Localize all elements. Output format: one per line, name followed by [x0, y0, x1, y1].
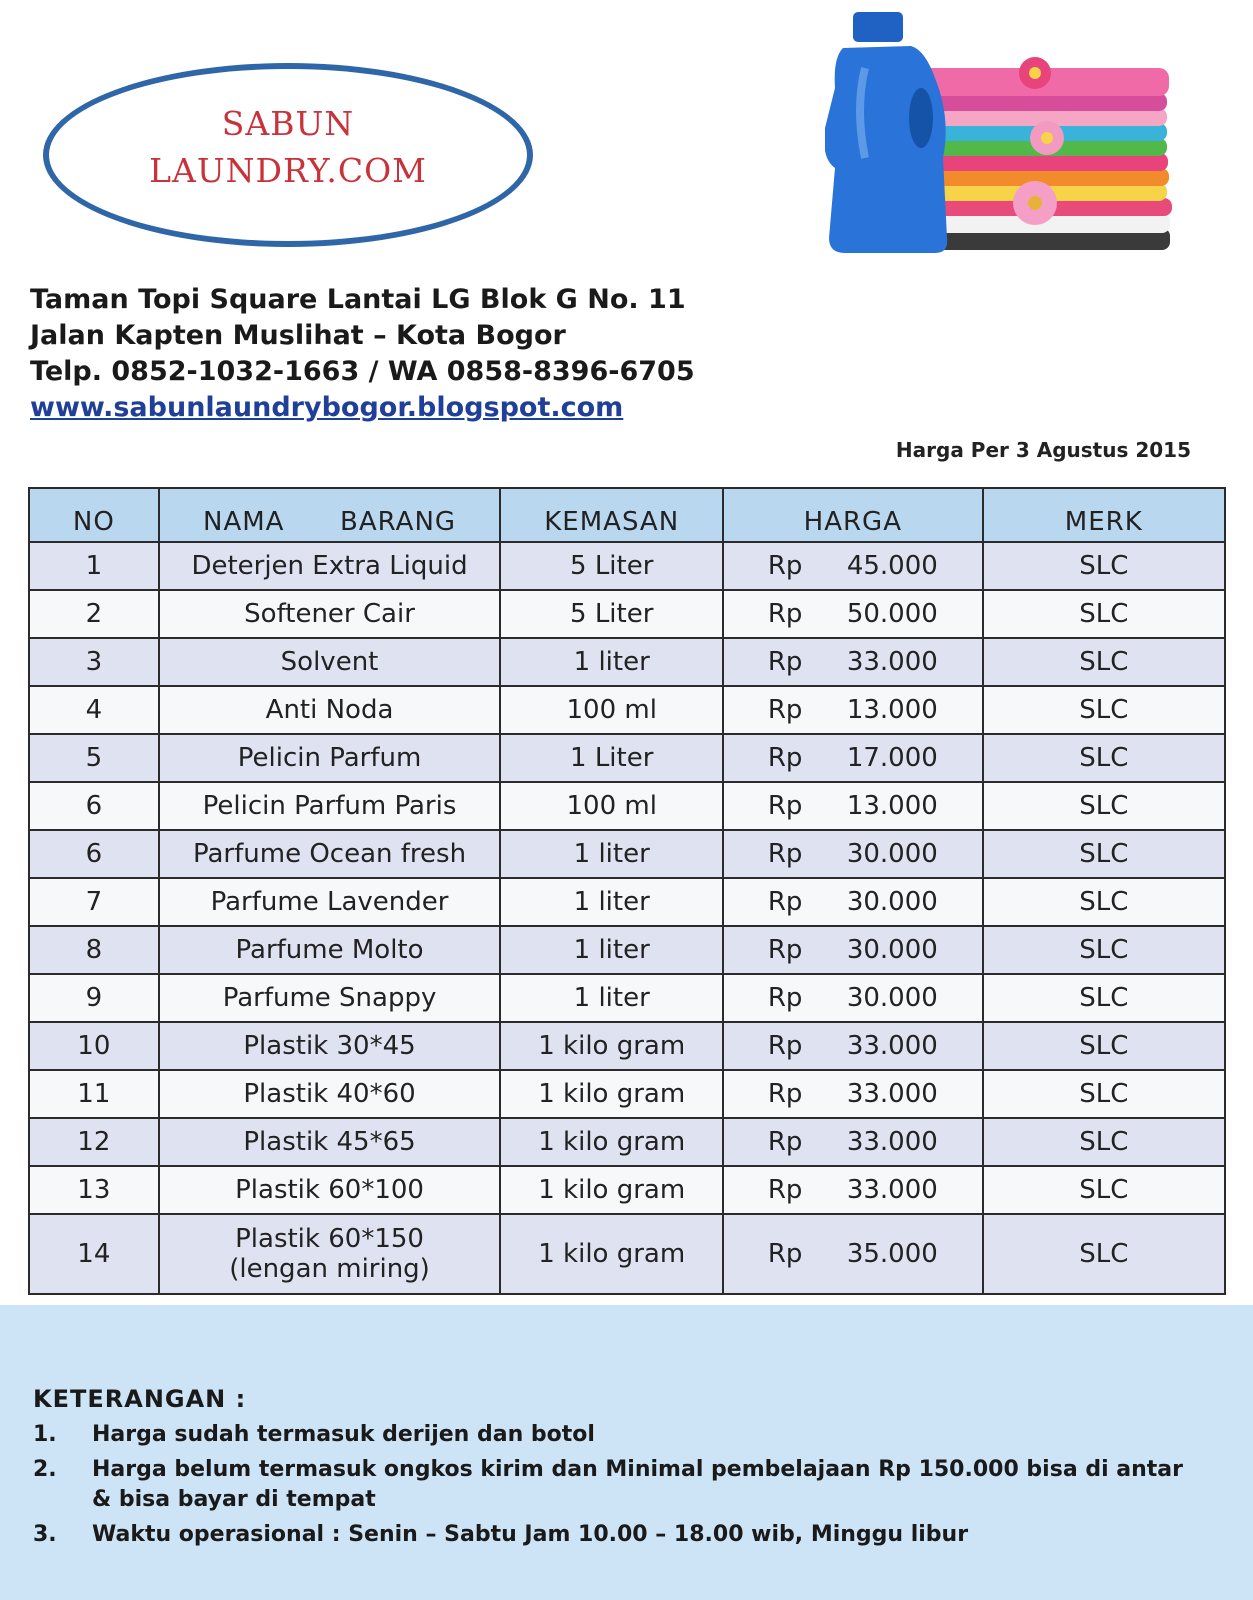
price-value: 50.000: [846, 599, 938, 629]
price-value: 30.000: [846, 887, 938, 917]
currency-label: Rp: [767, 1175, 803, 1205]
cell-kemasan: 1 Liter: [500, 734, 723, 782]
phone-line: Telp. 0852-1032-1663 / WA 0858-8396-6705: [30, 356, 695, 387]
header-merk: MERK: [983, 488, 1225, 542]
cell-nama: Pelicin Parfum: [159, 734, 501, 782]
currency-label: Rp: [767, 839, 803, 869]
cell-no: 1: [29, 542, 159, 590]
cell-harga: [723, 638, 983, 686]
cell-kemasan: 1 kilo gram: [500, 1118, 723, 1166]
cell-kemasan: 100 ml: [500, 686, 723, 734]
price-value: 30.000: [846, 983, 938, 1013]
cell-nama: Parfume Molto: [159, 926, 501, 974]
currency-label: Rp: [767, 935, 803, 965]
price-value: 30.000: [846, 935, 938, 965]
currency-label: Rp: [767, 1079, 803, 1109]
cell-merk: SLC: [983, 686, 1225, 734]
cell-harga: [723, 830, 983, 878]
keterangan-item: [33, 1520, 1192, 1550]
table-header-row: [29, 488, 1225, 542]
currency-label: Rp: [767, 791, 803, 821]
cell-harga: [723, 1022, 983, 1070]
cell-merk: SLC: [983, 638, 1225, 686]
cell-merk: SLC: [983, 782, 1225, 830]
table-row: [29, 878, 1225, 926]
cell-harga: [723, 926, 983, 974]
table-row: [29, 782, 1225, 830]
table-row: [29, 1022, 1225, 1070]
currency-label: Rp: [767, 1239, 803, 1269]
price-value: 33.000: [846, 1079, 938, 1109]
table-row: [29, 1166, 1225, 1214]
table-row: [29, 974, 1225, 1022]
currency-label: Rp: [767, 647, 803, 677]
cell-harga: [723, 590, 983, 638]
keterangan-item: [33, 1420, 1192, 1450]
cell-merk: SLC: [983, 830, 1225, 878]
cell-nama: Parfume Snappy: [159, 974, 501, 1022]
cell-harga: [723, 542, 983, 590]
currency-label: Rp: [767, 983, 803, 1013]
cell-merk: SLC: [983, 974, 1225, 1022]
logo-line-2: LAUNDRY.COM: [149, 151, 427, 190]
currency-label: Rp: [767, 1127, 803, 1157]
currency-label: Rp: [767, 695, 803, 725]
website-link[interactable]: www.sabunlaundrybogor.blogspot.com: [30, 392, 624, 423]
cell-kemasan: 5 Liter: [500, 542, 723, 590]
cell-no: 6: [29, 830, 159, 878]
price-value: 17.000: [846, 743, 938, 773]
table-row: [29, 590, 1225, 638]
cell-harga: [723, 878, 983, 926]
cell-merk: SLC: [983, 1166, 1225, 1214]
table-row: [29, 734, 1225, 782]
name-line-2: (lengan miring): [229, 1254, 430, 1284]
table-row: [29, 686, 1225, 734]
cell-harga: [723, 686, 983, 734]
header-harga: HARGA: [723, 488, 983, 542]
cell-no: 6: [29, 782, 159, 830]
table-row: [29, 1070, 1225, 1118]
cell-merk: SLC: [983, 590, 1225, 638]
cell-nama: Solvent: [159, 638, 501, 686]
cell-nama: [159, 1214, 501, 1294]
cell-merk: SLC: [983, 1118, 1225, 1166]
cell-nama: Parfume Ocean fresh: [159, 830, 501, 878]
price-value: 35.000: [846, 1239, 938, 1269]
cell-kemasan: 1 kilo gram: [500, 1214, 723, 1294]
cell-kemasan: 1 liter: [500, 638, 723, 686]
price-value: 33.000: [846, 647, 938, 677]
cell-no: 9: [29, 974, 159, 1022]
price-value: 30.000: [846, 839, 938, 869]
cell-merk: SLC: [983, 1022, 1225, 1070]
keterangan-text: Harga belum termasuk ongkos kirim dan Minimal pembelajaan Rp 150.000 bisa di antar & bisa bayar di tempat: [92, 1457, 1183, 1512]
currency-label: Rp: [767, 551, 803, 581]
cell-nama: Plastik 60*100: [159, 1166, 501, 1214]
price-table: [28, 487, 1226, 1295]
cell-nama: Plastik 45*65: [159, 1118, 501, 1166]
cell-no: 13: [29, 1166, 159, 1214]
price-value: 33.000: [846, 1031, 938, 1061]
currency-label: Rp: [767, 599, 803, 629]
cell-merk: SLC: [983, 1214, 1225, 1294]
cell-nama: Anti Noda: [159, 686, 501, 734]
address-line-1: Taman Topi Square Lantai LG Blok G No. 11: [30, 284, 686, 315]
price-value: 45.000: [846, 551, 938, 581]
header-nama-barang: NAMA BARANG: [159, 488, 501, 542]
price-value: 13.000: [846, 695, 938, 725]
table-row: [29, 830, 1225, 878]
keterangan-text: Harga sudah termasuk derijen dan botol: [92, 1422, 595, 1447]
keterangan-item: [33, 1455, 1192, 1515]
cell-nama: Parfume Lavender: [159, 878, 501, 926]
logo: [43, 100, 533, 194]
cell-no: 4: [29, 686, 159, 734]
cell-harga: [723, 1214, 983, 1294]
cell-nama: Plastik 30*45: [159, 1022, 501, 1070]
cell-merk: SLC: [983, 926, 1225, 974]
currency-label: Rp: [767, 887, 803, 917]
table-row: [29, 542, 1225, 590]
cell-kemasan: 5 Liter: [500, 590, 723, 638]
name-line-1: Plastik 60*150: [235, 1224, 424, 1254]
keterangan-text: Waktu operasional : Senin – Sabtu Jam 10.00 – 18.00 wib, Minggu libur: [92, 1522, 969, 1547]
cell-harga: [723, 1118, 983, 1166]
currency-label: Rp: [767, 1031, 803, 1061]
cell-nama: Softener Cair: [159, 590, 501, 638]
cell-kemasan: 1 liter: [500, 974, 723, 1022]
table-row: [29, 1214, 1225, 1294]
cell-no: 7: [29, 878, 159, 926]
cell-kemasan: 1 kilo gram: [500, 1070, 723, 1118]
price-value: 33.000: [846, 1175, 938, 1205]
cell-no: 11: [29, 1070, 159, 1118]
footer-band: [0, 1305, 1253, 1600]
cell-kemasan: 1 kilo gram: [500, 1166, 723, 1214]
cell-no: 2: [29, 590, 159, 638]
cell-nama: Plastik 40*60: [159, 1070, 501, 1118]
price-date: Harga Per 3 Agustus 2015: [895, 438, 1191, 462]
keterangan-number: 1.: [33, 1422, 57, 1447]
table-row: [29, 1118, 1225, 1166]
cell-harga: [723, 1166, 983, 1214]
cell-no: 3: [29, 638, 159, 686]
bottle-icon: [825, 12, 947, 253]
cell-harga: [723, 734, 983, 782]
logo-line-1: SABUN: [221, 104, 355, 143]
cell-no: 14: [29, 1214, 159, 1294]
cell-kemasan: 1 kilo gram: [500, 1022, 723, 1070]
cell-harga: [723, 1070, 983, 1118]
cell-merk: SLC: [983, 878, 1225, 926]
cell-kemasan: 100 ml: [500, 782, 723, 830]
cell-kemasan: 1 liter: [500, 926, 723, 974]
cell-no: 8: [29, 926, 159, 974]
cell-no: 5: [29, 734, 159, 782]
keterangan-number: 2.: [33, 1457, 57, 1482]
cell-merk: SLC: [983, 1070, 1225, 1118]
keterangan-title: KETERANGAN :: [33, 1385, 247, 1413]
table-row: [29, 638, 1225, 686]
cell-no: 12: [29, 1118, 159, 1166]
cell-merk: SLC: [983, 734, 1225, 782]
header-kemasan: KEMASAN: [500, 488, 723, 542]
detergent-bottle-and-towels-image: [825, 8, 1205, 263]
header-no: NO: [29, 488, 159, 542]
cell-no: 10: [29, 1022, 159, 1070]
currency-label: Rp: [767, 743, 803, 773]
price-value: 33.000: [846, 1127, 938, 1157]
cell-harga: [723, 782, 983, 830]
price-value: 13.000: [846, 791, 938, 821]
cell-nama: Pelicin Parfum Paris: [159, 782, 501, 830]
cell-kemasan: 1 liter: [500, 830, 723, 878]
table-row: [29, 926, 1225, 974]
keterangan-number: 3.: [33, 1522, 57, 1547]
cell-kemasan: 1 liter: [500, 878, 723, 926]
cell-merk: SLC: [983, 542, 1225, 590]
cell-harga: [723, 974, 983, 1022]
address-line-2: Jalan Kapten Muslihat – Kota Bogor: [30, 320, 566, 351]
cell-nama: Deterjen Extra Liquid: [159, 542, 501, 590]
address-block: [30, 282, 695, 426]
